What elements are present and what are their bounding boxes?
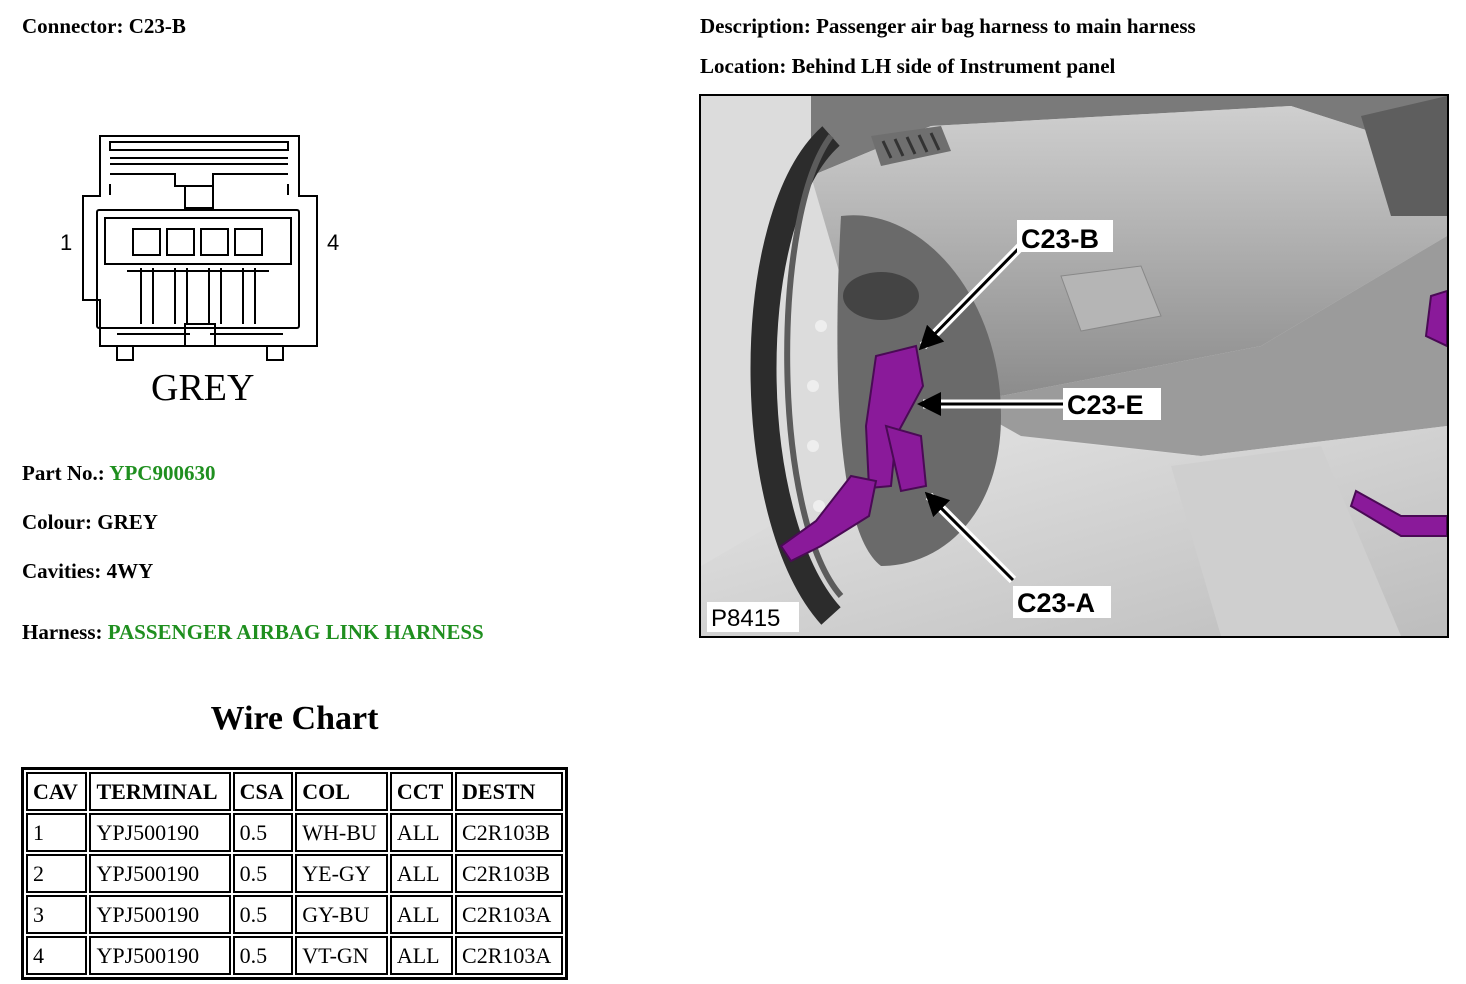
description-label: Description: [700,14,811,38]
wire-chart-table [21,767,568,980]
cell-col: VT-GN [295,936,388,975]
description-value: Passenger air bag harness to main harness [816,14,1196,38]
cell-terminal: YPJ500190 [89,936,230,975]
wire-chart-title: Wire Chart [210,700,379,737]
colour-label: Colour: [22,510,92,534]
cell-cav: 3 [26,895,87,934]
pin-4-label: 4 [327,230,340,255]
cell-cct: ALL [390,895,453,934]
cell-csa: 0.5 [233,813,294,852]
connector-label: Connector: [22,14,124,38]
cell-cct: ALL [390,936,453,975]
location-value: Behind LH side of Instrument panel [791,54,1116,78]
cell-csa: 0.5 [233,895,294,934]
cell-destn: C2R103B [455,813,563,852]
callout-label: C23-A [1017,588,1096,618]
location-field [700,54,1115,79]
cell-col: GY-BU [295,895,388,934]
table-row [26,895,563,934]
cell-cct: ALL [390,854,453,893]
cavities-value: 4WY [106,559,154,583]
harness-value: PASSENGER AIRBAG LINK HARNESS [107,620,484,644]
cavities-label: Cavities: [22,559,102,583]
header-terminal: TERMINAL [89,772,230,811]
cell-destn: C2R103A [455,895,563,934]
dashboard-illustration [701,96,1447,636]
cell-destn: C2R103B [455,854,563,893]
header-cav: CAV [26,772,87,811]
table-row [26,936,563,975]
connector-colour-text: GREY [151,367,255,409]
header-col: COL [295,772,388,811]
cell-destn: C2R103A [455,936,563,975]
cell-terminal: YPJ500190 [89,895,230,934]
cell-terminal: YPJ500190 [89,854,230,893]
connector-field [22,14,186,39]
cell-cav: 4 [26,936,87,975]
connector-pinout-diagram [55,128,355,413]
cell-csa: 0.5 [233,936,294,975]
table-row [26,813,563,852]
header-cct: CCT [390,772,453,811]
header-csa: CSA [233,772,294,811]
colour-field [22,510,158,535]
location-illustration [699,94,1449,638]
callout-label: C23-E [1067,390,1144,420]
table-header-row [26,772,563,811]
pin-1-label: 1 [60,230,73,255]
figure-code: P8415 [711,605,781,632]
part-number-label: Part No.: [22,461,105,485]
harness-label: Harness: [22,620,103,644]
callout-label: C23-B [1021,224,1100,254]
description-field [700,14,1196,39]
cavities-field [22,559,153,584]
location-label: Location: [700,54,787,78]
harness-field [22,620,484,645]
cell-cav: 2 [26,854,87,893]
header-destn: DESTN [455,772,563,811]
part-number-value: YPC900630 [109,461,216,485]
cell-csa: 0.5 [233,854,294,893]
cell-col: YE-GY [295,854,388,893]
connector-value: C23-B [128,14,186,38]
table-row [26,854,563,893]
cell-terminal: YPJ500190 [89,813,230,852]
cell-col: WH-BU [295,813,388,852]
cell-cav: 1 [26,813,87,852]
colour-value: GREY [97,510,158,534]
part-number-field [22,461,215,486]
cell-cct: ALL [390,813,453,852]
